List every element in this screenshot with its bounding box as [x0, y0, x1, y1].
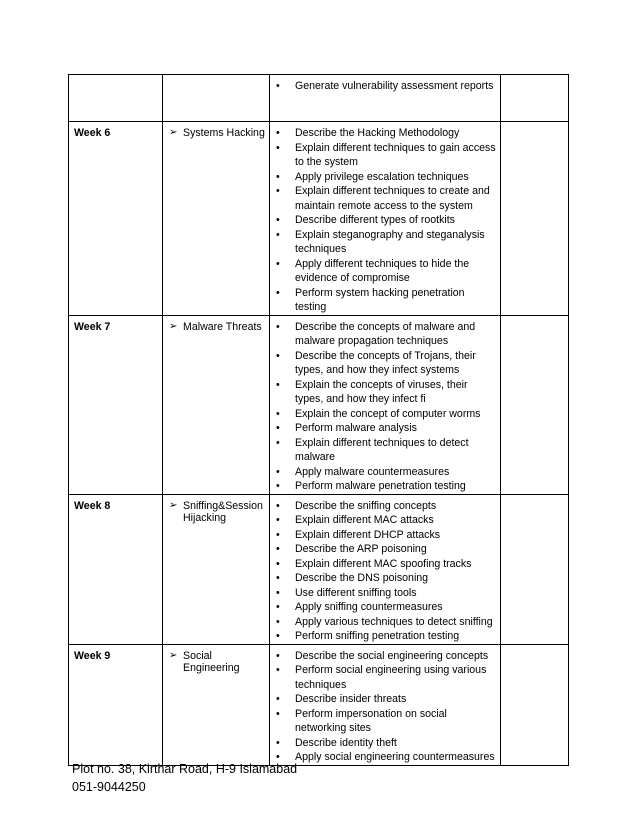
outcome-text: Explain different MAC attacks	[295, 514, 434, 526]
list-item	[270, 513, 498, 528]
outcome-text: Describe the concepts of Trojans, their types, and how they infect systems	[295, 349, 476, 376]
outcome-text: Apply various techniques to detect sniffing	[295, 615, 493, 628]
remarks-cell	[501, 315, 569, 494]
bullet-icon: •	[276, 751, 280, 763]
bullet-icon: •	[276, 480, 280, 492]
list-item	[270, 228, 498, 257]
week-label: Week 7	[74, 320, 111, 333]
outcomes-list	[270, 75, 500, 94]
outcomes-cell	[270, 122, 501, 316]
outcome-text: Generate vulnerability assessment reports	[295, 80, 494, 92]
bullet-icon: •	[276, 228, 280, 241]
bullet-icon: •	[276, 664, 280, 676]
list-item	[270, 528, 498, 543]
bullet-icon: •	[276, 572, 280, 584]
outcome-text: Perform sniffing penetration testing	[295, 630, 460, 642]
week-label: Week 6	[74, 127, 111, 139]
list-item	[270, 465, 498, 480]
bullet-icon: •	[276, 407, 280, 420]
week-cell	[69, 75, 163, 122]
outcome-text: Explain different techniques to create and maintain remote access to the system	[295, 185, 490, 212]
outcome-text: Describe the DNS poisoning	[295, 572, 429, 584]
outcomes-list	[270, 316, 500, 494]
outcome-text: Explain different DHCP attacks	[295, 528, 441, 541]
outcome-text: Describe the concepts of malware and malware propagation techniques	[295, 320, 476, 347]
list-item	[270, 79, 498, 94]
list-item	[270, 286, 498, 315]
table-row	[69, 122, 569, 316]
outcome-text: Perform system hacking penetration testing	[295, 286, 465, 313]
bullet-icon: •	[276, 736, 280, 749]
table-row	[69, 75, 569, 122]
bullet-icon: •	[276, 127, 280, 139]
outcome-text: Perform social engineering using various techniques	[295, 664, 487, 691]
remarks-cell	[501, 644, 569, 765]
list-item	[270, 479, 498, 494]
bullet-icon: •	[276, 141, 280, 154]
bullet-icon: •	[276, 465, 280, 478]
topic-cell	[163, 75, 270, 122]
topic-cell	[163, 315, 270, 494]
bullet-icon: •	[276, 630, 280, 642]
arrow-bullet-icon: ➢	[169, 127, 178, 138]
bullet-icon: •	[276, 214, 280, 226]
bullet-icon: •	[276, 615, 280, 628]
outcomes-cell	[270, 75, 501, 122]
outcome-text: Explain different MAC spoofing tracks	[295, 557, 472, 570]
remarks-cell	[501, 494, 569, 644]
outcome-text: Describe the ARP poisoning	[295, 543, 427, 555]
list-item	[270, 213, 498, 228]
bullet-icon: •	[276, 349, 280, 362]
bullet-icon: •	[276, 528, 280, 541]
outcome-text: Apply different techniques to hide the evidence of compromise	[295, 257, 470, 284]
outcome-text: Describe identity theft	[295, 736, 397, 749]
bullet-icon: •	[276, 436, 280, 449]
bullet-icon: •	[276, 170, 280, 183]
arrow-bullet-icon: ➢	[169, 649, 178, 661]
week-cell	[69, 494, 163, 644]
footer-address: Plot no. 38, Kirthar Road, H-9 Islamabad	[72, 762, 298, 776]
bullet-icon: •	[276, 649, 280, 662]
bullet-icon: •	[276, 557, 280, 570]
outcomes-list	[270, 645, 500, 765]
outcome-text: Apply malware countermeasures	[295, 465, 450, 478]
list-item	[270, 750, 498, 765]
topic	[163, 122, 269, 139]
week-cell	[69, 644, 163, 765]
list-item	[270, 586, 498, 601]
bullet-icon: •	[276, 422, 280, 434]
bullet-icon: •	[276, 320, 280, 333]
outcome-text: Describe the sniffing concepts	[295, 499, 437, 512]
bullet-icon: •	[276, 586, 280, 599]
list-item	[270, 378, 498, 407]
week-cell	[69, 315, 163, 494]
outcome-text: Describe insider threats	[295, 693, 407, 705]
outcome-text: Describe the Hacking Methodology	[295, 127, 460, 139]
list-item	[270, 184, 498, 213]
list-item	[270, 141, 498, 170]
week-label: Week 9	[74, 649, 111, 662]
topic-cell	[163, 644, 270, 765]
list-item	[270, 407, 498, 422]
bullet-icon: •	[276, 514, 280, 526]
outcomes-cell	[270, 315, 501, 494]
topic-cell	[163, 122, 270, 316]
outcome-text: Apply sniffing countermeasures	[295, 601, 443, 613]
outcome-text: Perform malware analysis	[295, 422, 417, 434]
list-item	[270, 257, 498, 286]
bullet-icon: •	[276, 543, 280, 555]
topic-cell	[163, 494, 270, 644]
outcomes-list	[270, 495, 500, 644]
footer-phone: 051-9044250	[72, 780, 146, 794]
arrow-bullet-icon: ➢	[169, 320, 178, 332]
topic	[163, 316, 269, 333]
list-item	[270, 663, 498, 692]
outcome-text: Explain different techniques to gain access to the system	[295, 141, 496, 168]
bullet-icon: •	[276, 601, 280, 613]
list-item	[270, 499, 498, 514]
page-footer	[72, 760, 297, 796]
table-row	[69, 494, 569, 644]
list-item	[270, 629, 498, 644]
bullet-icon: •	[276, 693, 280, 705]
list-item	[270, 571, 498, 586]
week-label	[69, 75, 162, 80]
list-item	[270, 436, 498, 465]
outcome-text: Perform impersonation on social networking sites	[295, 707, 447, 734]
syllabus-table-body	[69, 75, 569, 766]
topic	[163, 645, 269, 674]
bullet-icon: •	[276, 80, 280, 92]
outcome-text: Explain the concept of computer worms	[295, 407, 481, 420]
list-item	[270, 615, 498, 630]
week-label: Week 8	[74, 499, 111, 512]
list-item	[270, 692, 498, 707]
list-item	[270, 557, 498, 572]
outcome-text: Explain steganography and steganalysis techniques	[295, 228, 485, 255]
week-cell	[69, 122, 163, 316]
outcome-text: Perform malware penetration testing	[295, 480, 466, 492]
remarks-cell	[501, 75, 569, 122]
list-item	[270, 736, 498, 751]
list-item	[270, 649, 498, 664]
outcomes-cell	[270, 494, 501, 644]
outcome-text: Describe the social engineering concepts	[295, 649, 489, 662]
list-item	[270, 600, 498, 615]
topic	[163, 495, 269, 524]
outcome-text: Explain different techniques to detect malware	[295, 436, 469, 463]
bullet-icon: •	[276, 378, 280, 391]
arrow-bullet-icon: ➢	[169, 499, 178, 511]
list-item	[270, 421, 498, 436]
remarks-cell	[501, 122, 569, 316]
bullet-icon: •	[276, 257, 280, 270]
bullet-icon: •	[276, 707, 280, 720]
table-row	[69, 315, 569, 494]
list-item	[270, 320, 498, 349]
outcome-text: Apply privilege escalation techniques	[295, 170, 469, 183]
outcomes-list	[270, 122, 500, 315]
bullet-icon: •	[276, 499, 280, 512]
list-item	[270, 542, 498, 557]
outcomes-cell	[270, 644, 501, 765]
topic-title: Social Engineering	[183, 649, 240, 674]
outcome-text: Use different sniffing tools	[295, 586, 417, 599]
list-item	[270, 349, 498, 378]
outcome-text: Explain the concepts of viruses, their types, and how they infect fi	[295, 378, 468, 405]
outcome-text: Describe different types of rootkits	[295, 214, 455, 226]
syllabus-table	[68, 74, 569, 766]
topic-title: Malware Threats	[183, 320, 262, 333]
topic-title: Sniffing&Session Hijacking	[183, 499, 263, 524]
list-item	[270, 170, 498, 185]
list-item	[270, 707, 498, 736]
outcome-text: Apply social engineering countermeasures	[295, 751, 495, 763]
topic-title: Systems Hacking	[183, 127, 265, 139]
bullet-icon: •	[276, 286, 280, 299]
table-row	[69, 644, 569, 765]
list-item	[270, 126, 498, 141]
bullet-icon: •	[276, 185, 280, 197]
